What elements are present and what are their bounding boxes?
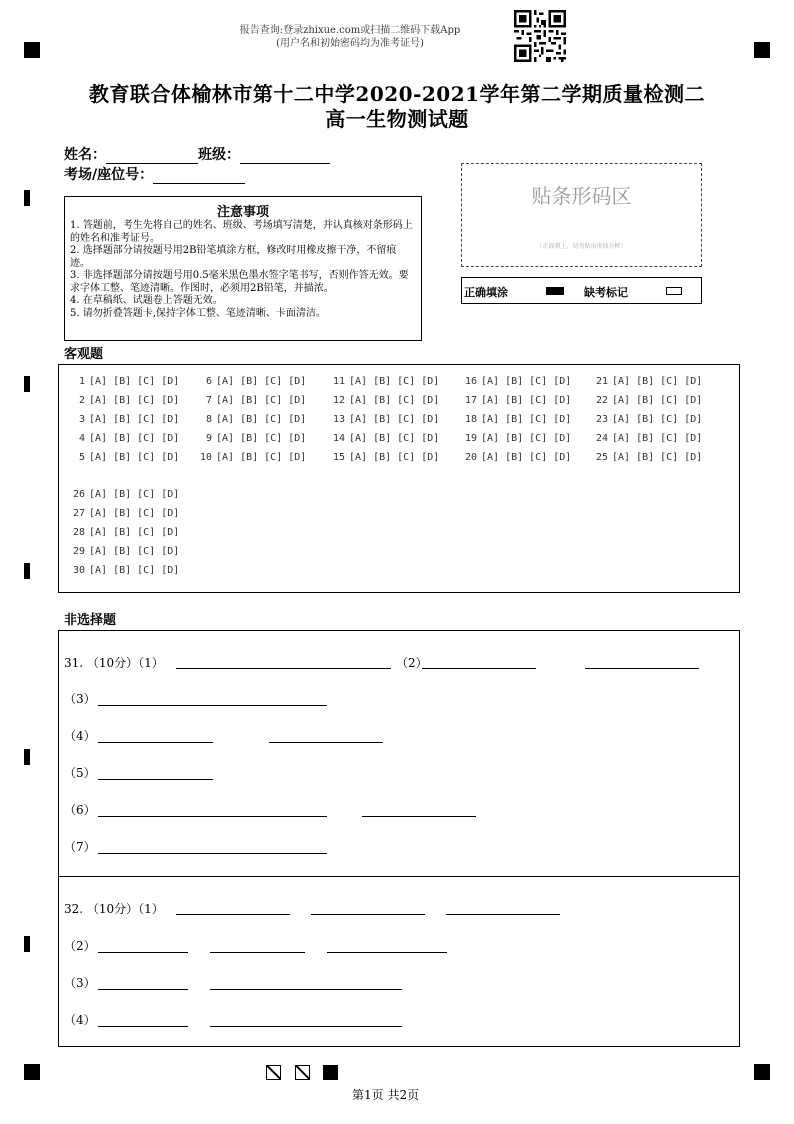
mc-question-number: 7 — [205, 395, 212, 406]
mc-question[interactable] — [71, 452, 179, 463]
mc-question-number: 8 — [205, 414, 212, 425]
mc-options[interactable]: [A] [B] [C] [D] — [481, 452, 572, 463]
mc-options[interactable]: [A] [B] [C] [D] — [349, 395, 440, 406]
mc-options[interactable]: [A] [B] [C] [D] — [216, 376, 307, 387]
answer-line[interactable] — [311, 914, 425, 915]
report-query-line1: 报告查询:登录zhixue.com或扫描二维码下载App — [239, 25, 461, 36]
mc-question[interactable] — [331, 395, 439, 406]
class-label: 班级： — [198, 147, 240, 163]
mc-question-number: 19 — [464, 433, 477, 444]
mc-question-number: 22 — [595, 395, 608, 406]
mc-options[interactable]: [A] [B] [C] [D] — [612, 395, 703, 406]
mc-question-number: 29 — [72, 546, 85, 557]
q31-part4-label: （4） — [64, 729, 96, 743]
notice-item: 3. 非选择题部分请按题号用0.5毫米黑色墨水签字笔书写，否则作答无效。要求字体工整、笔迹清晰。作图时，必须用2B铅笔，并描浓。 — [70, 270, 409, 294]
notice-item: 5. 请勿折叠答题卡,保持字体工整、笔迹清晰、卡面清洁。 — [70, 307, 326, 319]
qr-code-icon[interactable] — [514, 10, 566, 62]
correct-fill-label: 正确填涂 — [464, 286, 508, 299]
notice-item: 1. 答题前，考生先将自己的姓名、班级、考场填写清楚，并认真核对条形码上的姓名和准考证号。 — [70, 220, 413, 244]
notice-item: 4. 在草稿纸、试题卷上答题无效。 — [70, 295, 223, 306]
page-marker-hatched — [295, 1065, 310, 1080]
barcode-title: 贴条形码区 — [531, 184, 632, 208]
mc-question[interactable] — [594, 376, 702, 387]
registration-mark — [24, 42, 40, 58]
page-number: 第1页 共2页 — [352, 1088, 420, 1102]
barcode-area[interactable] — [461, 163, 702, 267]
mc-question[interactable] — [71, 376, 179, 387]
mc-question[interactable] — [331, 433, 439, 444]
mc-options[interactable]: [A] [B] [C] [D] — [89, 508, 180, 519]
q32-part2-label: （2） — [64, 939, 96, 953]
mc-question-number: 12 — [332, 395, 345, 406]
mc-options[interactable]: [A] [B] [C] [D] — [89, 565, 180, 576]
mc-question-number: 24 — [595, 433, 608, 444]
mc-options[interactable]: [A] [B] [C] [D] — [349, 414, 440, 425]
fill-example-box — [461, 277, 702, 304]
answer-line[interactable] — [210, 1026, 402, 1027]
mc-options[interactable]: [A] [B] [C] [D] — [216, 414, 307, 425]
answer-line[interactable] — [327, 952, 447, 953]
answer-line[interactable] — [362, 816, 476, 817]
mc-question[interactable] — [71, 508, 179, 519]
mc-question[interactable] — [71, 527, 179, 538]
subjective-section-label: 非选择题 — [64, 613, 117, 628]
mc-question-number: 26 — [72, 489, 85, 500]
answer-line[interactable] — [446, 914, 560, 915]
name-field-row — [64, 144, 330, 164]
mc-question-number: 2 — [78, 395, 85, 406]
barcode-subtitle: （正面朝上，切勿贴出虚线方框） — [536, 243, 627, 250]
mc-question[interactable] — [198, 395, 306, 406]
mc-options[interactable]: [A] [B] [C] [D] — [89, 546, 180, 557]
mc-question-number: 1 — [78, 376, 85, 387]
mc-options[interactable]: [A] [B] [C] [D] — [612, 452, 703, 463]
mc-question[interactable] — [71, 395, 179, 406]
q31-part7-label: （7） — [64, 840, 96, 854]
q31-part6-label: （6） — [64, 803, 96, 817]
registration-mark — [24, 563, 30, 579]
exam-title-line1: 教育联合体榆林市第十二中学2020-2021学年第二学期质量检测二 — [88, 82, 706, 106]
mc-question[interactable] — [71, 565, 179, 576]
mc-question[interactable] — [463, 452, 571, 463]
mc-question[interactable] — [594, 414, 702, 425]
mc-question-number: 14 — [332, 433, 345, 444]
mc-question[interactable] — [463, 433, 571, 444]
q31-part3-label: （3） — [64, 692, 96, 706]
mc-question-number: 13 — [332, 414, 345, 425]
seat-label: 考场/座位号： — [64, 167, 154, 183]
mc-question[interactable] — [463, 395, 571, 406]
mc-question[interactable] — [594, 433, 702, 444]
mc-question[interactable] — [198, 376, 306, 387]
mc-question-number: 25 — [595, 452, 608, 463]
mc-question-number: 9 — [205, 433, 212, 444]
q32-part4-label: （4） — [64, 1013, 96, 1027]
answer-line[interactable] — [269, 742, 383, 743]
objective-answer-box — [58, 364, 740, 593]
name-field[interactable] — [106, 149, 198, 164]
correct-fill-sample — [546, 287, 564, 295]
mc-question-number: 3 — [78, 414, 85, 425]
mc-question-number: 27 — [72, 508, 85, 519]
mc-options[interactable]: [A] [B] [C] [D] — [89, 452, 180, 463]
answer-line[interactable] — [98, 1026, 188, 1027]
mc-question[interactable] — [198, 452, 306, 463]
mc-question[interactable] — [71, 489, 179, 500]
registration-mark — [24, 749, 30, 765]
mc-options[interactable]: [A] [B] [C] [D] — [612, 414, 703, 425]
mc-question[interactable] — [71, 433, 179, 444]
mc-question[interactable] — [71, 546, 179, 557]
answer-line[interactable] — [98, 952, 188, 953]
mc-options[interactable]: [A] [B] [C] [D] — [89, 527, 180, 538]
q32-part1-label: 32. （10分）（1） — [64, 902, 164, 916]
seat-field-row — [64, 164, 245, 184]
mc-options[interactable]: [A] [B] [C] [D] — [89, 376, 180, 387]
answer-line[interactable] — [585, 668, 699, 669]
answer-line[interactable] — [210, 989, 402, 990]
mc-options[interactable]: [A] [B] [C] [D] — [481, 376, 572, 387]
mc-options[interactable]: [A] [B] [C] [D] — [481, 414, 572, 425]
mc-options[interactable]: [A] [B] [C] [D] — [89, 433, 180, 444]
name-label: 姓名： — [64, 147, 106, 163]
page-marker-filled — [323, 1065, 338, 1080]
mc-question[interactable] — [463, 414, 571, 425]
mc-question[interactable] — [594, 452, 702, 463]
answer-line[interactable] — [98, 989, 188, 990]
mc-question[interactable] — [463, 376, 571, 387]
mc-options[interactable]: [A] [B] [C] [D] — [349, 376, 440, 387]
mc-options[interactable]: [A] [B] [C] [D] — [216, 452, 307, 463]
mc-question-number: 11 — [332, 376, 345, 387]
mc-question-number: 16 — [464, 376, 477, 387]
mc-question[interactable] — [331, 376, 439, 387]
q31-part2-label: （2） — [396, 656, 428, 670]
registration-mark — [754, 1064, 770, 1080]
answer-line[interactable] — [210, 952, 305, 953]
registration-mark — [24, 936, 30, 952]
answer-line[interactable] — [422, 668, 536, 669]
mc-question-number: 30 — [72, 565, 85, 576]
answer-line[interactable] — [176, 914, 290, 915]
mc-question[interactable] — [331, 414, 439, 425]
notice-item: 2. 选择题部分请按题号用2B铅笔填涂方框，修改时用橡皮擦干净，不留痕迹。 — [70, 245, 397, 269]
answer-line[interactable] — [176, 668, 391, 669]
mc-question-number: 6 — [205, 376, 212, 387]
answer-line[interactable] — [98, 742, 213, 743]
report-query-text — [190, 24, 510, 50]
answer-line[interactable] — [98, 779, 213, 780]
registration-mark — [24, 1064, 40, 1080]
registration-mark — [24, 376, 30, 392]
mc-question[interactable] — [198, 414, 306, 425]
mc-question-number: 18 — [464, 414, 477, 425]
mc-question-number: 23 — [595, 414, 608, 425]
mc-options[interactable]: [A] [B] [C] [D] — [216, 433, 307, 444]
mc-question-number: 5 — [78, 452, 85, 463]
mc-options[interactable]: [A] [B] [C] [D] — [89, 395, 180, 406]
mc-question[interactable] — [71, 414, 179, 425]
mc-question[interactable] — [594, 395, 702, 406]
exam-title-line2: 高一生物测试题 — [325, 107, 469, 131]
q31-part1-label: 31. （10分）（1） — [64, 656, 164, 670]
mc-options[interactable]: [A] [B] [C] [D] — [216, 395, 307, 406]
registration-mark — [754, 42, 770, 58]
answer-line[interactable] — [98, 816, 327, 817]
registration-mark — [24, 190, 30, 206]
seat-field[interactable] — [153, 169, 245, 184]
q32-part3-label: （3） — [64, 976, 96, 990]
mc-question-number: 28 — [72, 527, 85, 538]
mc-options[interactable]: [A] [B] [C] [D] — [349, 433, 440, 444]
notice-box — [64, 196, 422, 341]
mc-options[interactable]: [A] [B] [C] [D] — [481, 395, 572, 406]
mc-options[interactable]: [A] [B] [C] [D] — [89, 489, 180, 500]
mc-options[interactable]: [A] [B] [C] [D] — [89, 414, 180, 425]
class-field[interactable] — [240, 149, 330, 164]
mc-question-number: 17 — [464, 395, 477, 406]
notice-title: 注意事项 — [216, 205, 269, 220]
mc-options[interactable]: [A] [B] [C] [D] — [612, 376, 703, 387]
answer-line[interactable] — [98, 705, 327, 706]
mc-question-number: 10 — [199, 452, 212, 463]
answer-line[interactable] — [98, 853, 327, 854]
mc-question-number: 20 — [464, 452, 477, 463]
report-query-line2: (用户名和初始密码均为准考证号) — [276, 38, 424, 49]
mc-options[interactable]: [A] [B] [C] [D] — [349, 452, 440, 463]
absent-mark-label: 缺考标记 — [584, 286, 628, 299]
mc-question[interactable] — [331, 452, 439, 463]
mc-options[interactable]: [A] [B] [C] [D] — [481, 433, 572, 444]
mc-question-number: 21 — [595, 376, 608, 387]
q31-part5-label: （5） — [64, 766, 96, 780]
mc-question[interactable] — [198, 433, 306, 444]
absent-mark-checkbox[interactable] — [666, 287, 682, 295]
mc-question-number: 15 — [332, 452, 345, 463]
mc-options[interactable]: [A] [B] [C] [D] — [612, 433, 703, 444]
objective-section-label: 客观题 — [64, 347, 104, 362]
page-marker-hatched — [266, 1065, 281, 1080]
mc-question-number: 4 — [78, 433, 85, 444]
